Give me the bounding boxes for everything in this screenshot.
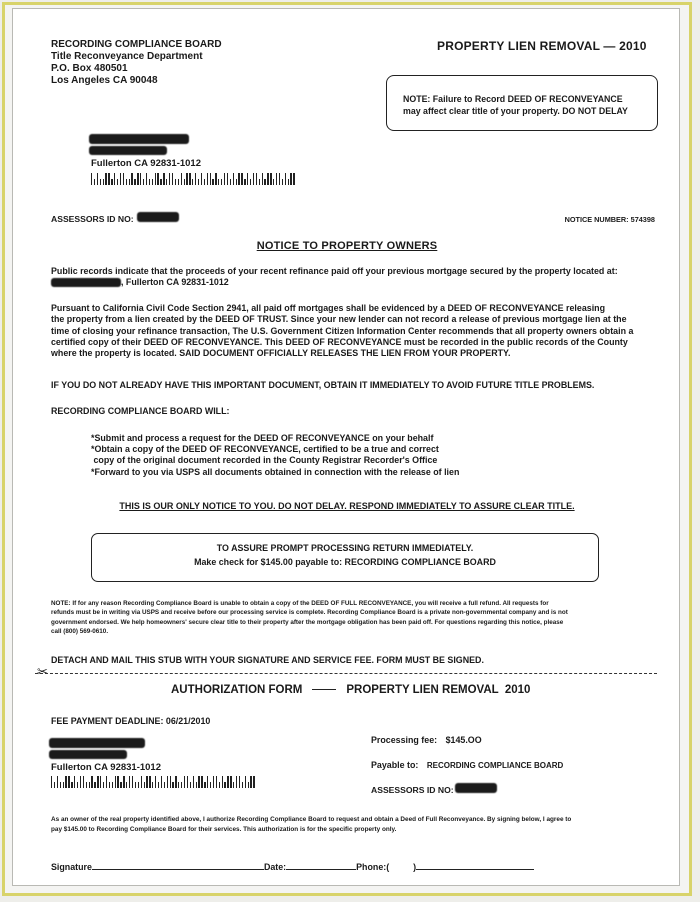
document-title: PROPERTY LIEN REMOVAL — 2010 — [437, 39, 647, 53]
list-item: copy of the original document recorded in the County Registrar Recorder's Office — [91, 455, 438, 466]
phone-number-field[interactable] — [416, 860, 534, 870]
sender-address — [51, 39, 222, 87]
processing-fee-label: Processing fee: — [371, 735, 438, 745]
service-list — [91, 433, 459, 478]
civil-code-line-3: time of closing your refinance transaction, The U.S. Government Citizen Information Center recommends that all property owners obtain a — [51, 325, 634, 336]
redacted-property-address — [51, 278, 121, 287]
processing-line-2: Make check for $145.00 payable to: RECORDING COMPLIANCE BOARD — [194, 557, 496, 567]
sender-po-box: P.O. Box 480501 — [51, 63, 128, 74]
authorization-title — [171, 684, 530, 696]
auth-assessors-id-label: ASSESSORS ID NO: — [371, 785, 454, 795]
scissors-icon: ✂ — [37, 664, 48, 679]
redacted-auth-assessors-id — [455, 783, 497, 793]
payable-to-value: RECORDING COMPLIANCE BOARD — [426, 761, 564, 770]
footnote-line-4: call (800) 569-0610. — [51, 628, 109, 636]
statement-line-1: As an owner of the real property identified above, I authorize Recording Compliance Board to request and obtain a Deed of Full Reconveyance. By signing below, I agree to — [51, 816, 572, 823]
list-item: *Submit and process a request for the DEED OF RECONVEYANCE on your behalf — [91, 433, 434, 443]
obtain-document-paragraph: IF YOU DO NOT ALREADY HAVE THIS IMPORTANT DOCUMENT, OBTAIN IT IMMEDIATELY TO AVOID FUTURE TITLE PROBLEMS. — [51, 380, 595, 390]
sender-department: Title Reconveyance Department — [51, 51, 203, 62]
redacted-assessors-id — [137, 212, 179, 222]
title-dash — [312, 689, 336, 690]
notice-box — [386, 75, 658, 131]
refund-footnote — [51, 599, 568, 637]
recipient-barcode — [91, 173, 295, 185]
authorization-property-label: PROPERTY LIEN REMOVAL 2010 — [346, 684, 531, 696]
authorization-form-label: AUTHORIZATION FORM — [171, 684, 303, 696]
civil-code-line-1: Pursuant to California Civil Code Section 2941, all paid off mortgages shall be evidenced by a DEED OF RECONVEYANCE releasing — [51, 303, 606, 313]
redacted-auth-name — [49, 738, 145, 748]
redacted-auth-street — [49, 750, 127, 759]
footnote-line-1: NOTE: If for any reason Recording Compliance Board is unable to obtain a copy of the DEED OF FULL RECONVEYANCE, you will receive a full refund. All requests for — [51, 600, 549, 607]
detach-instruction: DETACH AND MAIL THIS STUB WITH YOUR SIGNATURE AND SERVICE FEE. FORM MUST BE SIGNED. — [51, 655, 484, 665]
statement-line-2: pay $145.00 to Recording Compliance Board for their services. This authorization is for the specific property only. — [51, 825, 397, 833]
civil-code-line-5: where the property is located. SAID DOCUMENT OFFICIALLY RELEASES THE LIEN FROM YOUR PROPERTY. — [51, 348, 511, 359]
redacted-recipient-street — [89, 146, 167, 155]
processing-box — [91, 533, 599, 582]
assessors-id-label: ASSESSORS ID NO: — [51, 214, 134, 224]
phone-close-paren: ) — [413, 862, 417, 872]
notice-box-line-1: NOTE: Failure to Record DEED OF RECONVEYANCE — [403, 94, 623, 104]
processing-fee — [371, 735, 482, 746]
list-item: *Obtain a copy of the DEED OF RECONVEYANCE, certified to be a true and correct — [91, 444, 439, 455]
auth-barcode — [51, 776, 255, 788]
notice-number: NOTICE NUMBER: 574398 — [564, 215, 655, 224]
payable-to-label: Payable to: — [371, 760, 419, 770]
authorization-statement — [51, 815, 571, 834]
processing-line-1: TO ASSURE PROMPT PROCESSING RETURN IMMEDIATELY. — [216, 543, 474, 553]
intro-paragraph — [51, 266, 618, 289]
sender-city: Los Angeles CA 90048 — [51, 75, 158, 86]
phone-label: Phone:( — [356, 862, 390, 872]
list-item: *Forward to you via USPS all documents obtained in connection with the release of lien — [91, 466, 460, 477]
payable-to — [371, 760, 563, 771]
footnote-line-3: government endorsed. We help homeowners' secure clear title to their property after the mortgage obligation has been paid off. For questions regarding this notice, please — [51, 618, 564, 626]
recipient-city: Fullerton CA 92831-1012 — [91, 158, 201, 169]
processing-fee-value: $145.OO — [445, 735, 482, 745]
only-notice-warning: THIS IS OUR ONLY NOTICE TO YOU. DO NOT DELAY. RESPOND IMMEDIATELY TO ASSURE CLEAR TITLE. — [119, 501, 575, 511]
notice-box-line-2: may affect clear title of your property. DO NOT DELAY — [403, 106, 628, 116]
signature-label: Signature — [51, 862, 92, 872]
document-page — [12, 8, 680, 886]
date-field[interactable] — [286, 860, 356, 870]
redacted-recipient-name — [89, 134, 189, 144]
intro-line-2: , Fullerton CA 92831-1012 — [121, 277, 229, 288]
board-will-heading: RECORDING COMPLIANCE BOARD WILL: — [51, 406, 230, 416]
date-label: Date: — [263, 862, 287, 872]
fee-deadline: FEE PAYMENT DEADLINE: 06/21/2010 — [51, 716, 211, 726]
intro-line-1: Public records indicate that the proceeds of your recent refinance paid off your previous mortgage secured by the property located at: — [51, 266, 618, 276]
sender-name: RECORDING COMPLIANCE BOARD — [51, 39, 222, 50]
phone-area-code-field[interactable] — [389, 861, 413, 870]
cut-line — [35, 673, 657, 674]
civil-code-line-4: certified copy of their DEED OF RECONVEYANCE. This DEED OF RECONVEYANCE must be recorded in the public records of the County — [51, 336, 628, 347]
auth-recipient-city: Fullerton CA 92831-1012 — [51, 762, 161, 773]
footnote-line-2: refunds must be in writing via USPS and receive before our processing service is complete. Recording Compliance Board is a private non-governmental company and is not — [51, 609, 568, 617]
civil-code-line-2: the property from a lien created by the DEED OF TRUST. Since your new lender can not record a release of previous mortgage lien at the — [51, 314, 627, 325]
notice-heading: NOTICE TO PROPERTY OWNERS — [256, 240, 438, 252]
civil-code-paragraph — [51, 303, 633, 359]
signature-row — [51, 860, 534, 873]
signature-field[interactable] — [92, 860, 264, 870]
